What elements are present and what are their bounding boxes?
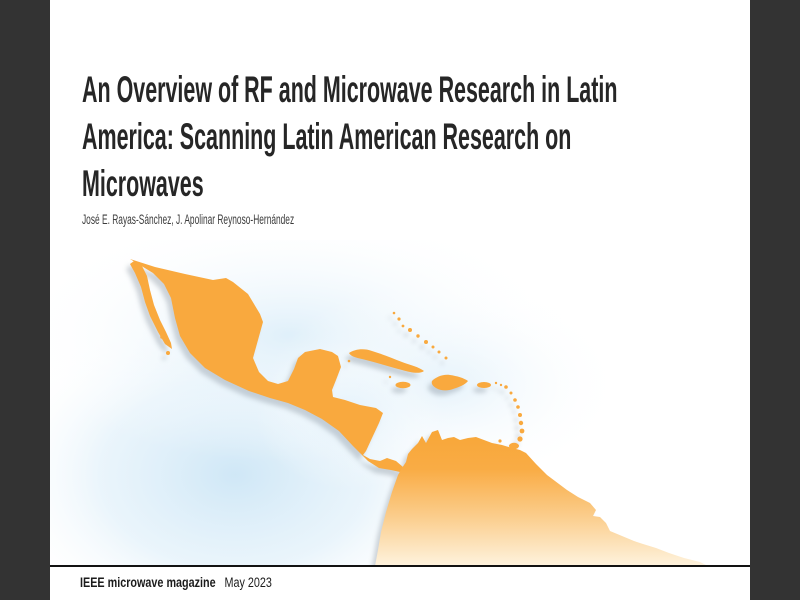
latin-america-map bbox=[50, 240, 750, 566]
article-title-line-3: Microwaves bbox=[82, 163, 204, 204]
article-title-line-1: An Overview of RF and Microwave Research in Latin bbox=[82, 69, 618, 110]
magazine-page bbox=[50, 0, 750, 600]
page-footer bbox=[80, 575, 272, 590]
footer-rule bbox=[50, 565, 750, 567]
magazine-name: IEEE microwave magazine bbox=[80, 575, 216, 590]
article-authors: José E. Rayas-Sánchez, J. Apolinar Reynoso-Hernández bbox=[82, 212, 295, 227]
issue-date: May 2023 bbox=[224, 575, 272, 590]
left-frame-bar bbox=[0, 0, 50, 600]
article-title bbox=[82, 66, 750, 207]
article-title-line-2: America: Scanning Latin American Research on bbox=[82, 116, 572, 157]
right-frame-bar bbox=[750, 0, 800, 600]
